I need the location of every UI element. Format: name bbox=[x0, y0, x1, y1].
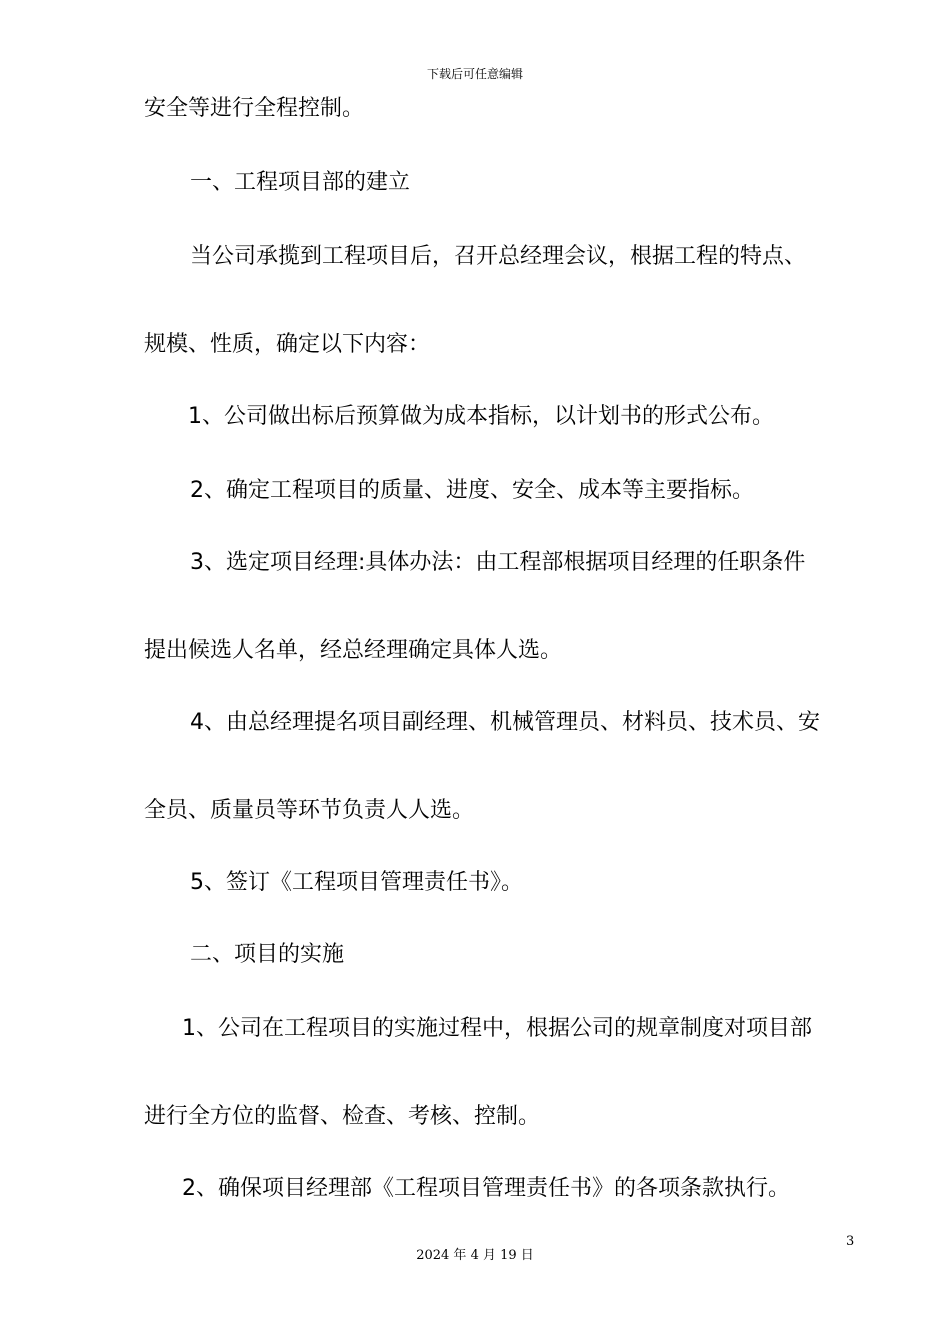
section-heading-project-setup: 一、工程项目部的建立 bbox=[190, 170, 411, 195]
implementation-item-1-continuation: 进行全方位的监督、检查、考核、控制。 bbox=[144, 1104, 541, 1129]
list-item-1: 1、公司做出标后预算做为成本指标，以计划书的形式公布。 bbox=[188, 404, 774, 429]
list-item-5: 5、签订《工程项目管理责任书》。 bbox=[190, 870, 523, 895]
implementation-item-1: 1、公司在工程项目的实施过程中，根据公司的规章制度对项目部 bbox=[182, 1016, 812, 1041]
body-line-continuation: 安全等进行全程控制。 bbox=[144, 96, 365, 121]
footer-date: 2024 年 4 月 19 日 bbox=[416, 1248, 534, 1263]
section-heading-implementation: 二、项目的实施 bbox=[190, 942, 345, 967]
list-item-3-continuation: 提出候选人名单，经总经理确定具体人选。 bbox=[144, 638, 563, 663]
list-item-3: 3、选定项目经理:具体办法：由工程部根据项目经理的任职条件 bbox=[190, 550, 806, 575]
list-item-4-continuation: 全员、质量员等环节负责人人选。 bbox=[144, 798, 475, 823]
page-header: 下载后可任意编辑 bbox=[426, 67, 523, 81]
page-number: 3 bbox=[846, 1234, 855, 1249]
paragraph-line: 规模、性质，确定以下内容： bbox=[144, 332, 431, 357]
paragraph-line: 当公司承揽到工程项目后，召开总经理会议，根据工程的特点、 bbox=[190, 244, 807, 269]
implementation-item-2: 2、确保项目经理部《工程项目管理责任书》的各项条款执行。 bbox=[182, 1176, 790, 1201]
list-item-2: 2、确定工程项目的质量、进度、安全、成本等主要指标。 bbox=[190, 478, 754, 503]
list-item-4: 4、由总经理提名项目副经理、机械管理员、材料员、技术员、安 bbox=[190, 710, 820, 735]
